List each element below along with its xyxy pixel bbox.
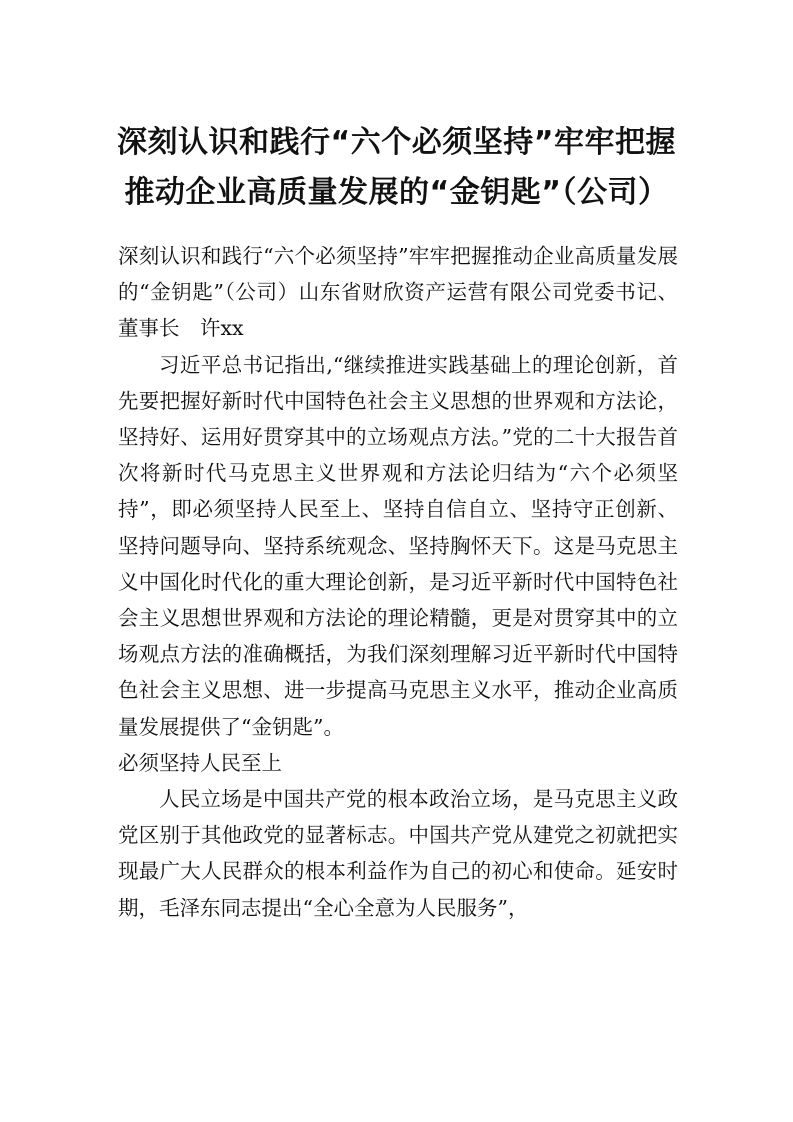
body-paragraph: 人民立场是中国共产党的根本政治立场，是马克思主义政党区别于其他政党的显著标志。中国共产党从建党之初就把实现最广大人民群众的根本利益作为自己的初心和使命。延安时期，毛泽东同志提出“全心全意为人民服务”， <box>118 787 678 920</box>
body-paragraph: 习近平总书记指出,“继续推进实践基础上的理论创新，首先要把握好新时代中国特色社会主义思想的世界观和方法论，坚持好、运用好贯穿其中的立场观点方法。”党的二十大报告首次将新时代马克思主义世界观和方法论归结为“六个必须坚持”，即必须坚持人民至上、坚持自信自立、坚持守正创新、坚持问题导向、坚持系统观念、坚持胸怀天下。这是马克思主义中国化时代化的重大理论创新，是习近平新时代中国特色社会主义思想世界观和方法论的理论精髓，更是对贯穿其中的立场观点方法的准确概括，为我们深刻理解习近平新时代中国特色社会主义思想、进一步提高马克思主义水平，推动企业高质量发展提供了“金钥匙”。 <box>118 352 678 739</box>
intro-paragraph: 深刻认识和践行“六个必须坚持”牢牢把握推动企业高质量发展的“金钥匙”（公司）山东省财欣资产运营有限公司党委书记、董事长 许xx <box>118 244 678 341</box>
title-line-2: 推动企业高质量发展的“金钥匙”（公司） <box>124 175 669 210</box>
section-heading: 必须坚持人民至上 <box>118 750 282 775</box>
document-title <box>100 118 693 218</box>
document-body <box>118 238 678 926</box>
title-line-1: 深刻认识和践行“六个必须坚持”牢牢把握 <box>117 125 676 160</box>
